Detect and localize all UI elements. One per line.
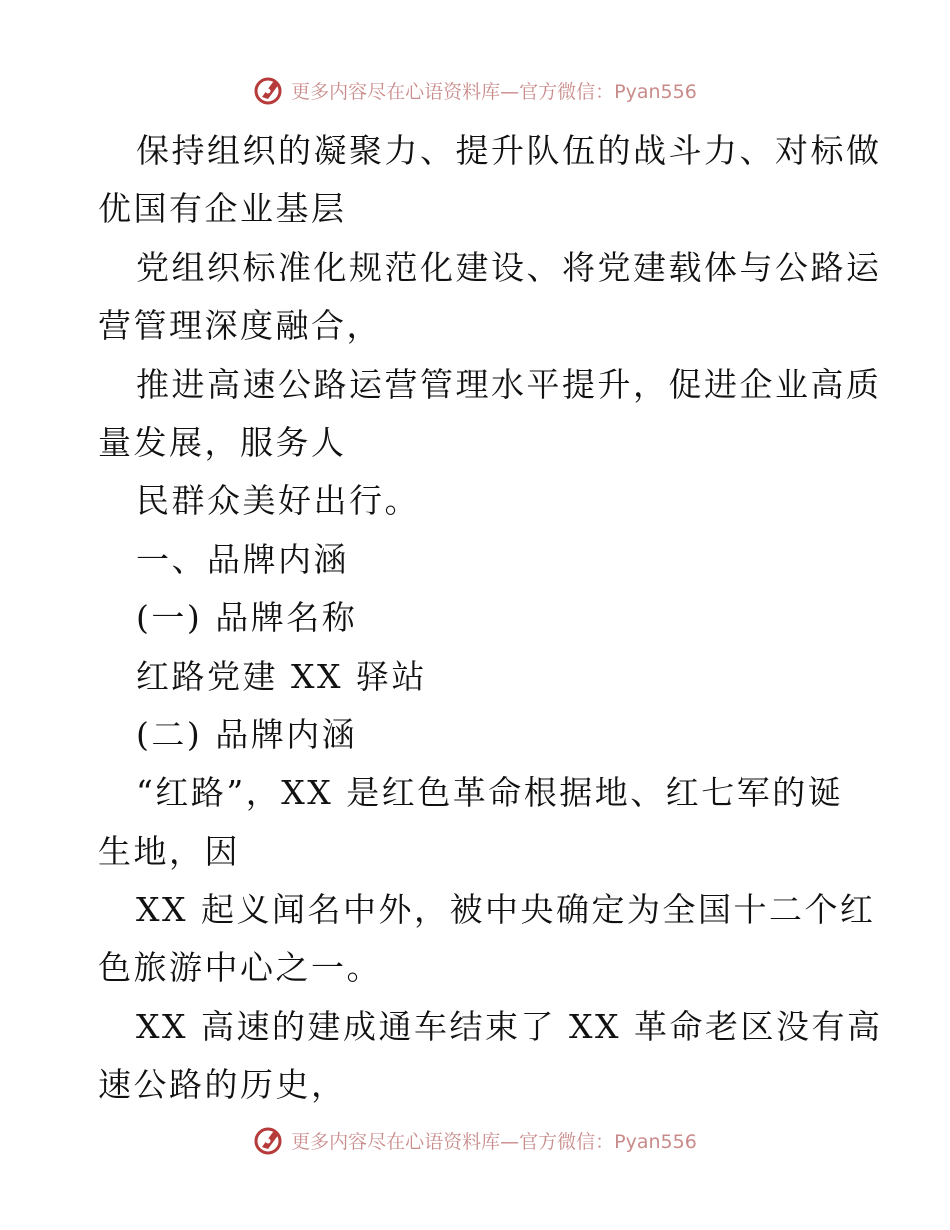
pen-nib-logo-icon (253, 1124, 285, 1156)
body-line: 色旅游中心之一。 (98, 948, 382, 988)
body-line: 优国有企业基层 (98, 189, 347, 229)
document-body (98, 122, 883, 1115)
section-heading: 一、品牌内涵 (136, 539, 349, 579)
body-line: 推进高速公路运营管理水平提升，促进企业高质 (136, 364, 882, 404)
footer-watermark (0, 1120, 950, 1160)
body-line: 生地，因 (98, 831, 240, 871)
subsection-heading: (一) 品牌名称 (136, 598, 358, 638)
header-watermark-text: 更多内容尽在心语资料库—官方微信：Pyan556 (291, 80, 697, 103)
body-line: “红路”，XX 是红色革命根据地、红七军的诞 (136, 773, 844, 813)
body-line: 红路党建 XX 驿站 (136, 656, 427, 696)
body-line: 量发展，服务人 (98, 422, 347, 462)
pen-nib-logo-icon (253, 74, 285, 106)
body-line: 保持组织的凝聚力、提升队伍的战斗力、对标做 (136, 131, 882, 170)
body-line: 民群众美好出行。 (136, 481, 420, 521)
subsection-heading: (二) 品牌内涵 (136, 714, 358, 754)
footer-watermark-text: 更多内容尽在心语资料库—官方微信：Pyan556 (291, 1130, 697, 1153)
body-line: XX 高速的建成通车结束了 XX 革命老区没有高 (136, 1006, 883, 1046)
header-watermark (0, 70, 950, 110)
body-line: XX 起义闻名中外，被中央确定为全国十二个红 (136, 890, 876, 930)
body-line: 速公路的历史， (98, 1065, 347, 1105)
body-line: 党组织标准化规范化建设、将党建载体与公路运 (136, 247, 882, 287)
body-line: 营管理深度融合， (98, 306, 382, 346)
